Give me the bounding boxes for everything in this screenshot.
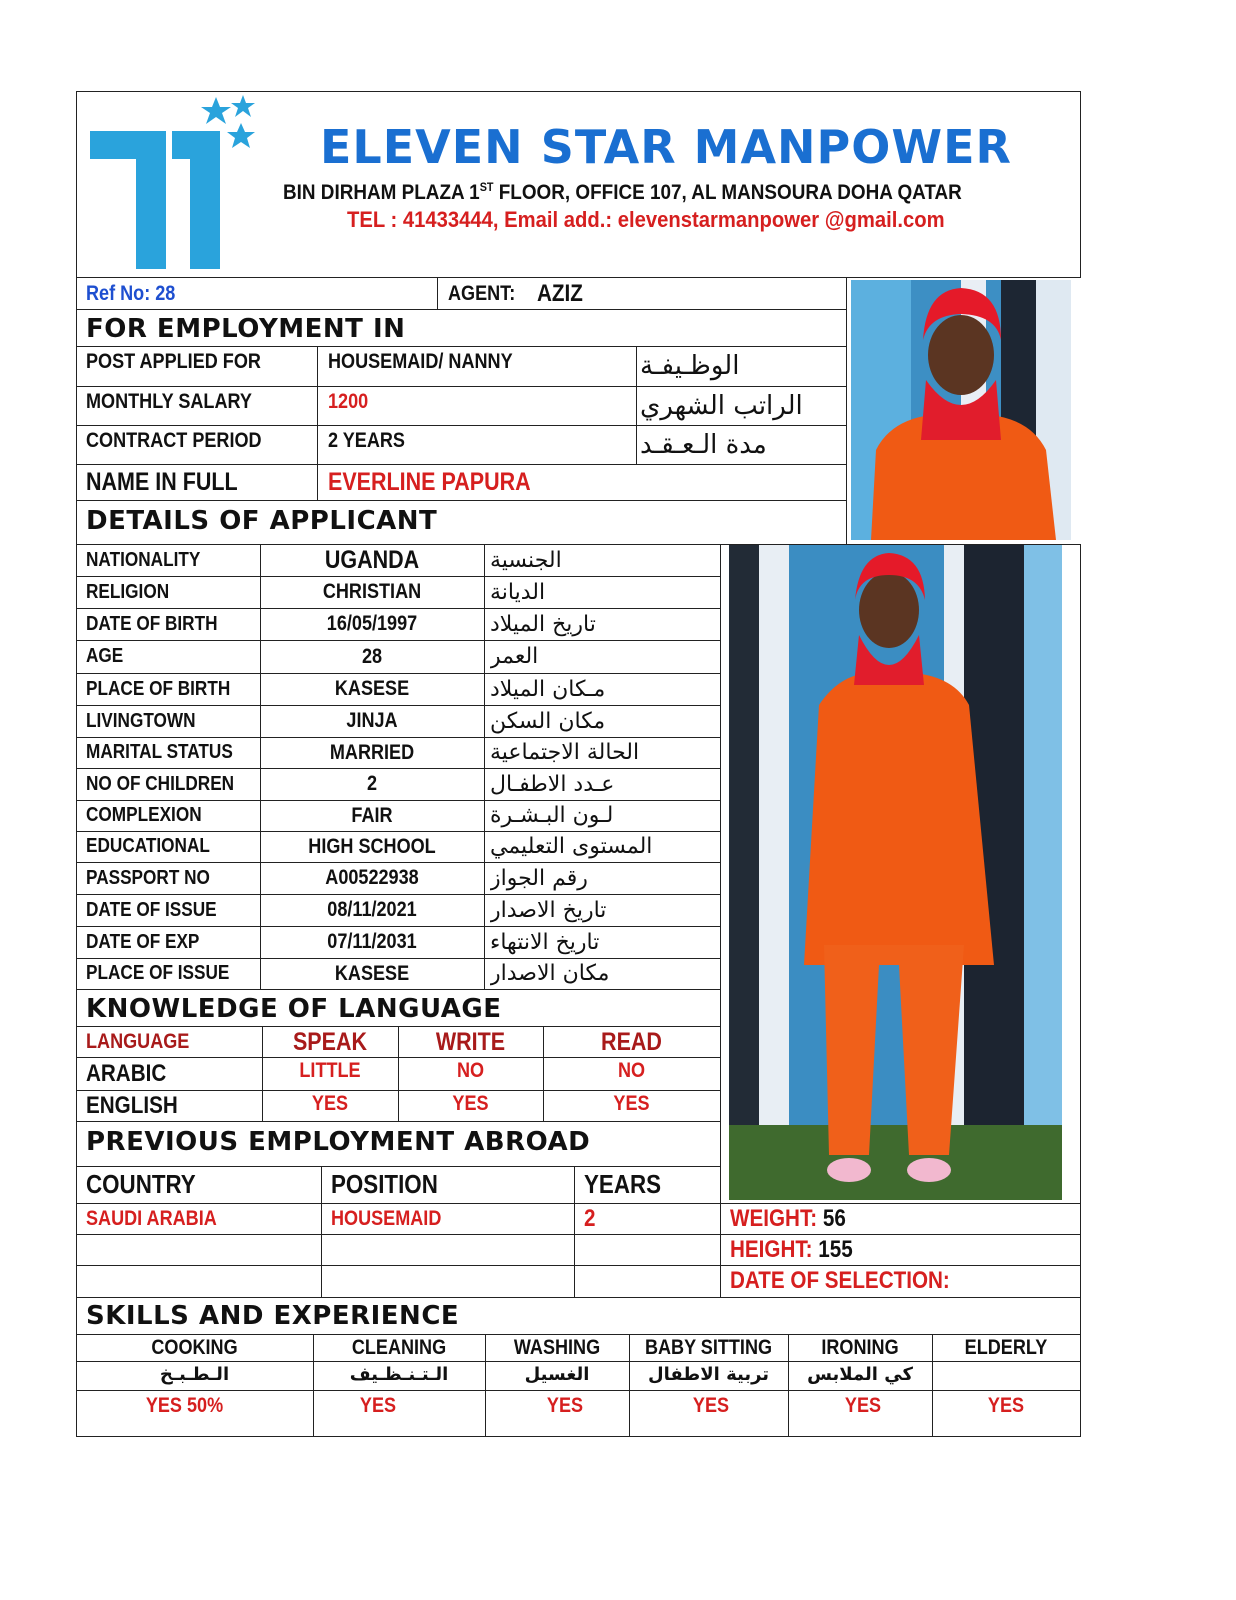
- contract-period-value: 2 YEARS: [328, 429, 405, 452]
- monthly-salary-arabic: الراتب الشهري: [640, 391, 803, 421]
- skill-ironing-arabic: كي الملابس: [807, 1364, 913, 1385]
- nationality-value: UGANDA: [324, 545, 420, 574]
- date-of-issue-value: 08/11/2021: [327, 898, 417, 921]
- complexion-label: COMPLEXION: [86, 804, 202, 826]
- arabic-write-value: NO: [456, 1059, 485, 1082]
- weight-value: 56: [822, 1204, 846, 1232]
- address-sup: ST: [479, 180, 494, 194]
- arabic-speak-value: LITTLE: [299, 1059, 361, 1082]
- monthly-salary-label: MONTHLY SALARY: [86, 390, 252, 413]
- religion-label: RELIGION: [86, 580, 170, 603]
- date-of-exp-label: DATE OF EXP: [86, 930, 200, 953]
- applicant-section-title: DETAILS OF APPLICANT: [86, 506, 438, 536]
- height-row: [730, 1234, 853, 1265]
- monthly-salary-value: 1200: [328, 390, 369, 413]
- complexion-value: FAIR: [351, 803, 393, 827]
- name-in-full-label: NAME IN FULL: [86, 467, 238, 496]
- company-address: [283, 180, 962, 205]
- religion-value: CHRISTIAN: [322, 580, 422, 603]
- company-contact: TEL : 41433444, Email add.: elevenstarmanpower @gmail.com: [347, 207, 945, 232]
- place-of-birth-label: PLACE OF BIRTH: [86, 677, 231, 700]
- post-applied-arabic: الوظـيفـة: [640, 351, 740, 381]
- language-header: LANGUAGE: [86, 1029, 190, 1053]
- age-value: 28: [361, 644, 383, 668]
- skill-ironing-value: YES: [844, 1394, 882, 1417]
- skill-elderly-value: YES: [987, 1394, 1025, 1417]
- agent-value: AZIZ: [537, 279, 583, 307]
- english-language-label: ENGLISH: [86, 1091, 178, 1119]
- post-applied-value: HOUSEMAID/ NANNY: [328, 350, 513, 373]
- skill-baby-sitting-arabic: تربية الاطفال: [647, 1364, 770, 1385]
- contract-period-label: CONTRACT PERIOD: [86, 429, 262, 452]
- age-label: AGE: [86, 645, 124, 667]
- marital-status-arabic: الحالة الاجتماعية: [490, 740, 640, 765]
- company-logo: [86, 95, 266, 273]
- name-in-full-value: EVERLINE PAPURA: [328, 467, 531, 496]
- skill-washing-label: WASHING: [513, 1335, 601, 1359]
- livingtown-arabic: مكان السكن: [490, 708, 606, 734]
- educational-arabic: المستوى التعليمي: [490, 834, 653, 859]
- address-prefix: BIN DIRHAM PLAZA 1: [283, 181, 480, 204]
- place-of-issue-label: PLACE OF ISSUE: [86, 962, 230, 984]
- skill-washing-value: YES: [546, 1394, 584, 1417]
- skill-elderly-label: ELDERLY: [964, 1335, 1048, 1359]
- marital-status-value: MARRIED: [329, 740, 415, 764]
- dob-arabic: تاريخ الميلاد: [490, 611, 596, 637]
- read-header: READ: [601, 1028, 662, 1056]
- children-label: NO OF CHILDREN: [86, 772, 235, 795]
- educational-label: EDUCATIONAL: [86, 835, 210, 857]
- skill-cleaning-arabic: الـتـنـظـيف: [349, 1364, 449, 1385]
- language-section-title: KNOWLEDGE OF LANGUAGE: [86, 994, 502, 1024]
- contract-period-arabic: مدة الـعـقـد: [640, 430, 767, 460]
- agent-label: AGENT:: [448, 281, 516, 305]
- post-applied-label: POST APPLIED FOR: [86, 350, 261, 373]
- religion-arabic: الديانة: [490, 579, 546, 605]
- passport-no-value: A00522938: [325, 866, 419, 889]
- previous-position-value: HOUSEMAID: [331, 1206, 442, 1230]
- years-header: YEARS: [584, 1169, 662, 1199]
- eleven-logo-icon: [86, 95, 266, 273]
- english-write-value: YES: [452, 1092, 489, 1115]
- height-label: HEIGHT:: [730, 1235, 813, 1263]
- position-header: POSITION: [331, 1169, 438, 1199]
- skill-cooking-label: COOKING: [151, 1335, 238, 1359]
- place-of-birth-arabic: مـكان الميلاد: [490, 676, 606, 702]
- write-header: WRITE: [435, 1028, 506, 1056]
- children-arabic: عـدد الاطفـال: [490, 771, 615, 797]
- place-of-issue-arabic: مكان الاصدار: [490, 961, 610, 986]
- passport-no-arabic: رقم الجواز: [490, 865, 588, 891]
- marital-status-label: MARITAL STATUS: [86, 741, 233, 763]
- skill-cleaning-label: CLEANING: [351, 1335, 447, 1359]
- country-header: COUNTRY: [86, 1169, 196, 1199]
- children-value: 2: [366, 772, 378, 795]
- date-of-issue-label: DATE OF ISSUE: [86, 898, 217, 921]
- skill-washing-arabic: الغسيل: [524, 1364, 590, 1385]
- skill-cleaning-value: YES: [359, 1394, 397, 1417]
- full-body-image-icon: [729, 545, 1062, 1200]
- arabic-language-label: ARABIC: [86, 1059, 167, 1087]
- date-of-selection-label: DATE OF SELECTION:: [730, 1267, 950, 1294]
- english-speak-value: YES: [311, 1092, 349, 1115]
- employment-section-title: FOR EMPLOYMENT IN: [86, 314, 406, 344]
- livingtown-value: JINJA: [346, 709, 398, 732]
- weight-label: WEIGHT:: [730, 1204, 818, 1232]
- skill-ironing-label: IRONING: [821, 1335, 899, 1359]
- previous-years-value: 2: [584, 1204, 596, 1232]
- place-of-issue-value: KASESE: [334, 961, 410, 985]
- address-suffix: FLOOR, OFFICE 107, AL MANSOURA DOHA QATAR: [493, 181, 962, 204]
- weight-row: [730, 1203, 846, 1234]
- nationality-arabic: الجنسية: [490, 547, 562, 573]
- date-of-exp-arabic: تاريخ الانتهاء: [490, 929, 600, 955]
- age-arabic: العمر: [490, 644, 539, 669]
- applicant-portrait-photo: [851, 280, 1071, 540]
- company-name: ELEVEN STAR MANPOWER: [320, 120, 1012, 174]
- date-of-exp-value: 07/11/2031: [327, 930, 417, 953]
- height-value: 155: [818, 1235, 853, 1263]
- skill-cooking-value: YES 50%: [145, 1394, 224, 1417]
- dob-label: DATE OF BIRTH: [86, 612, 218, 635]
- skill-baby-sitting-value: YES: [692, 1394, 730, 1417]
- dob-value: 16/05/1997: [326, 612, 418, 635]
- portrait-image-icon: [851, 280, 1071, 540]
- speak-header: SPEAK: [292, 1028, 368, 1056]
- skill-elderly-arabic: [932, 1361, 1080, 1388]
- date-of-issue-arabic: تاريخ الاصدار: [490, 897, 607, 923]
- previous-country-value: SAUDI ARABIA: [86, 1206, 217, 1230]
- english-read-value: YES: [613, 1092, 650, 1115]
- skill-baby-sitting-label: BABY SITTING: [644, 1335, 773, 1359]
- ref-number: Ref No: 28: [86, 281, 176, 305]
- educational-value: HIGH SCHOOL: [308, 834, 436, 858]
- complexion-arabic: لـون البـشـرة: [490, 803, 614, 828]
- livingtown-label: LIVINGTOWN: [86, 709, 196, 732]
- passport-no-label: PASSPORT NO: [86, 866, 210, 889]
- nationality-label: NATIONALITY: [86, 548, 201, 571]
- skills-section-title: SKILLS AND EXPERIENCE: [86, 1301, 460, 1331]
- previous-section-title: PREVIOUS EMPLOYMENT ABROAD: [86, 1127, 591, 1157]
- arabic-read-value: NO: [617, 1059, 646, 1082]
- applicant-full-photo: [729, 545, 1062, 1200]
- skill-cooking-arabic: الـطـبـخ: [159, 1364, 230, 1385]
- place-of-birth-value: KASESE: [334, 677, 410, 700]
